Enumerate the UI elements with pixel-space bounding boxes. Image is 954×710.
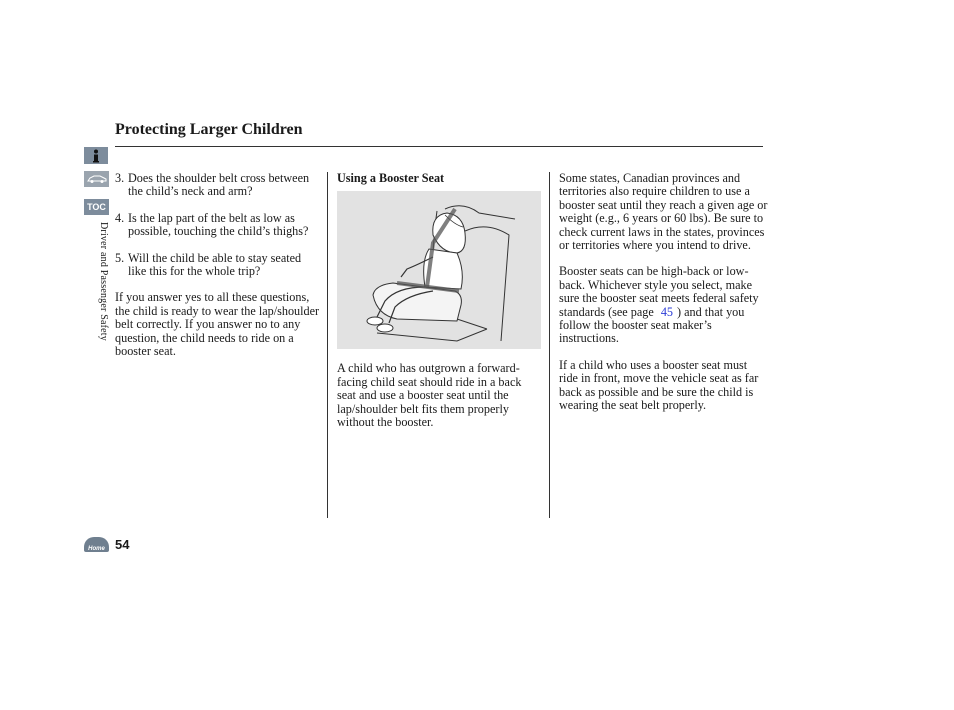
section-side-label: Driver and Passenger Safety (98, 222, 109, 341)
page-reference-link[interactable]: 45 (660, 304, 673, 319)
booster-seat-illustration (337, 191, 541, 349)
question-text: Does the shoulder belt cross between the child’s neck and arm? (128, 171, 310, 199)
booster-paragraph: A child who has outgrown a forward-facing child seat should ride in a back seat and use a booster seat until the lap/shoulder belt fits them properly without the booster. (337, 361, 522, 430)
info-glyph (91, 149, 101, 163)
laws-paragraph: Some states, Canadian provinces and territories also require children to use a booster seat until they reach a given age or weight (e.g., 6 years or 60 lbs). Be sure to check current laws in the states, provinces or territories where you intend to drive. (559, 171, 768, 253)
question-number: 5. (115, 250, 125, 265)
column-questions (115, 172, 320, 371)
booster-types-paragraph (559, 265, 769, 345)
home-label: Home (88, 546, 105, 552)
question-item (115, 172, 320, 199)
column-divider (549, 172, 550, 518)
page-number: 54 (115, 537, 130, 552)
question-number: 4. (115, 210, 125, 225)
question-text: Is the lap part of the belt as low as possible, touching the child’s thighs? (128, 210, 309, 239)
car-glyph (86, 174, 108, 184)
question-item (115, 252, 320, 279)
toc-icon[interactable] (84, 199, 109, 215)
child-booster-drawing (337, 191, 541, 349)
booster-types-text-end: ) and that you follow the booster seat maker’s instructions. (559, 304, 745, 346)
title-divider (115, 146, 763, 147)
column-divider (327, 172, 328, 518)
page-title: Protecting Larger Children (115, 121, 303, 138)
toc-label: TOC (87, 202, 106, 212)
conclusion-paragraph: If you answer yes to all these questions, the child is ready to wear the lap/shoulder belt correctly. If you answer no to any question, the child needs to ride on a booster seat. (115, 290, 320, 359)
info-icon[interactable] (84, 147, 108, 164)
question-item (115, 212, 320, 239)
question-text: Will the child be able to stay seated like this for the whole trip? (128, 250, 302, 279)
section-heading: Using a Booster Seat (337, 171, 445, 185)
question-number: 3. (115, 171, 125, 185)
booster-types-text: Booster seats can be high-back or low-back. Whichever style you select, make sure the booster seat meets federal safety standards (see page (559, 264, 759, 319)
front-seat-paragraph: If a child who uses a booster seat must ride in front, move the vehicle seat as far back as possible and be sure the child is wearing the seat belt properly. (559, 357, 759, 413)
column-regulations (559, 172, 769, 426)
car-icon[interactable] (84, 171, 109, 187)
column-booster (337, 172, 542, 442)
home-icon[interactable] (84, 537, 109, 552)
